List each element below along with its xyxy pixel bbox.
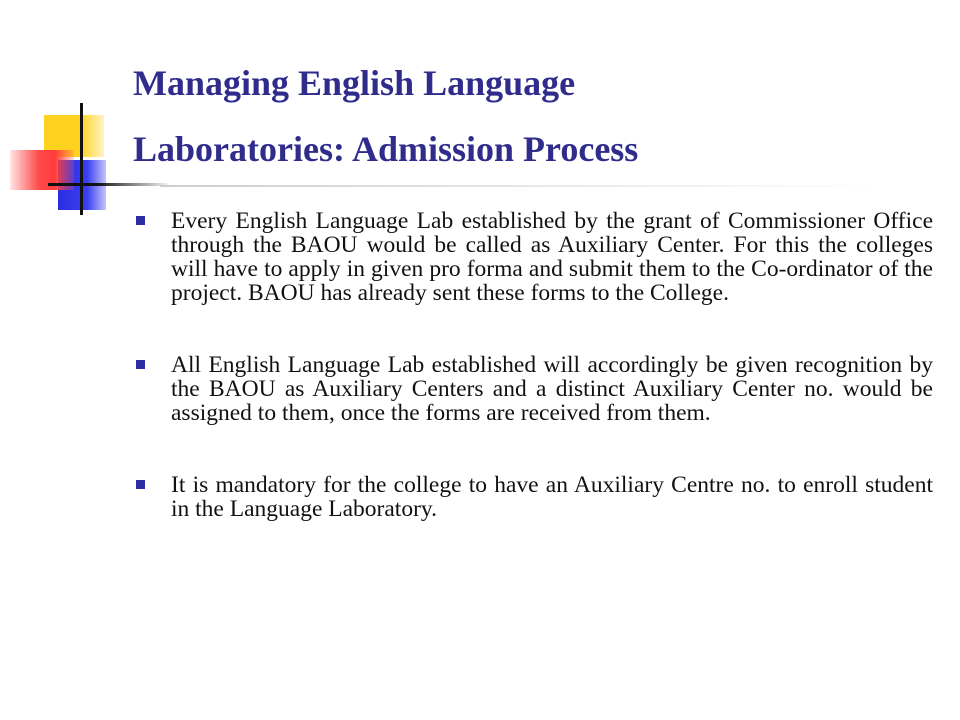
bullet-text: Every English Language Lab established by the grant of Commissioner Office through the BAOU would be called as Auxiliary Center. For this the colleges will have to apply in given pro forma and submit them to the Co-ordinator of the project. BAOU has already sent these forms to the College. bbox=[171, 208, 933, 306]
title-underline bbox=[160, 185, 880, 187]
bullet-text: It is mandatory for the college to have an Auxiliary Centre no. to enroll student in the Language Laboratory. bbox=[171, 472, 933, 522]
deco-vertical-line bbox=[80, 103, 83, 215]
deco-horizontal-line bbox=[48, 183, 168, 186]
slide-title-line-1: Managing English Language bbox=[133, 63, 576, 103]
square-bullet-icon bbox=[136, 480, 145, 489]
bullet-item bbox=[133, 473, 933, 521]
square-bullet-icon bbox=[136, 216, 145, 225]
bullet-text: All English Language Lab established will accordingly be given recognition by the BAOU as Auxiliary Centers and a distinct Auxiliary Center no. would be assigned to them, once the forms are received from them. bbox=[171, 352, 933, 426]
bullet-item bbox=[133, 209, 933, 305]
slide-title-line-2: Laboratories: Admission Process bbox=[133, 129, 639, 169]
bullet-item bbox=[133, 353, 933, 425]
slide-title bbox=[133, 50, 933, 182]
bullet-list bbox=[133, 209, 933, 569]
square-bullet-icon bbox=[136, 360, 145, 369]
